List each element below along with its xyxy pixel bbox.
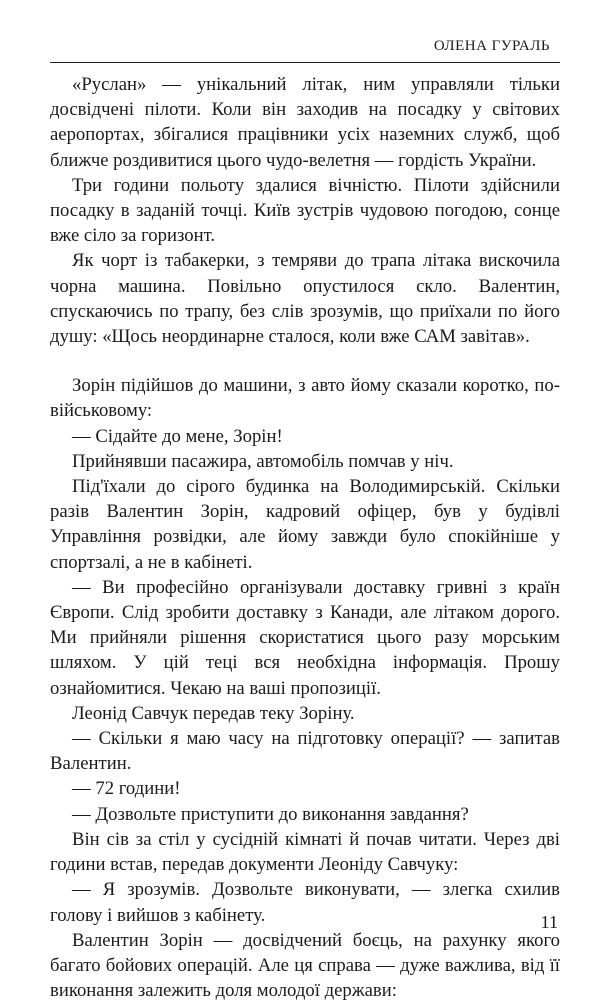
dialogue-line: — Дозвольте приступити до виконання завдання? — [72, 803, 469, 825]
paragraph: Прийнявши пасажира, автомобіль помчав у ніч. — [72, 450, 454, 472]
dialogue-line: — Скільки я маю часу на підготовку операції? — запитав Валентин. — [50, 728, 560, 775]
header-rule — [50, 62, 560, 63]
paragraph: Під'їхали до сірого будинка на Володимирській. Скільки разів Валентин Зорін, кадровий офіцер, був у будівлі Управління розвідки, але йому завжди було спокійніше у спортзалі, а не в кабінеті. — [50, 476, 560, 573]
paragraph: Зорін підійшов до машини, з авто йому сказали коротко, по-військовому: — [50, 375, 560, 422]
body-text — [50, 72, 560, 1003]
running-head: ОЛЕНА ГУРАЛЬ — [433, 38, 550, 54]
paragraph: Як чорт із табакерки, з темряви до трапа літака вискочила чорна машина. Повільно опустилося скло. Валентин, спускаючись по трапу, без слів зрозумів, що приїхали по його душу: «Щось неординарне сталося, коли вже САМ завітав». — [50, 250, 560, 348]
page-number: 11 — [540, 912, 558, 932]
paragraph: Він сів за стіл у сусідній кімнаті й почав читати. Через дві години встав, передав документи Леоніду Савчуку: — [50, 828, 560, 876]
dialogue-line: — Сідайте до мене, Зорін! — [72, 425, 283, 447]
paragraph: Три години польоту здалися вічністю. Пілоти здійснили посадку в заданій точці. Київ зустрів чудовою погодою, сонце вже сіло за горизонт. — [50, 174, 560, 247]
paragraph: Валентин Зорін — досвідчений боєць, на рахунку якого багато бойових операцій. Але ця справа — дуже важлива, від її виконання залежить доля молодої держави: — [50, 929, 560, 1002]
section-break — [50, 349, 560, 373]
dialogue-line: — Я зрозумів. Дозвольте виконувати, — злегка схилив голову і вийшов з кабінету. — [50, 879, 560, 926]
paragraph: «Руслан» — унікальний літак, ним управляли тільки досвідчені пілоти. Коли він заходив на посадку у світових аеропортах, збігалися працівники усіх наземних служб, щоб ближче роздивитися цього чудо-велетня — гордість України. — [50, 74, 560, 171]
dialogue-line: — Ви професійно організували доставку гривні з країн Європи. Слід зробити доставку з Канади, але літаком дорого. Ми прийняли рішення скористатися цього разу морським шляхом. У цій теці вся необхідна інформація. Прошу ознайомитися. Чекаю на ваші пропозиції. — [50, 576, 560, 699]
paragraph: Леонід Савчук передав теку Зоріну. — [72, 702, 355, 724]
dialogue-line: — 72 години! — [72, 778, 181, 800]
